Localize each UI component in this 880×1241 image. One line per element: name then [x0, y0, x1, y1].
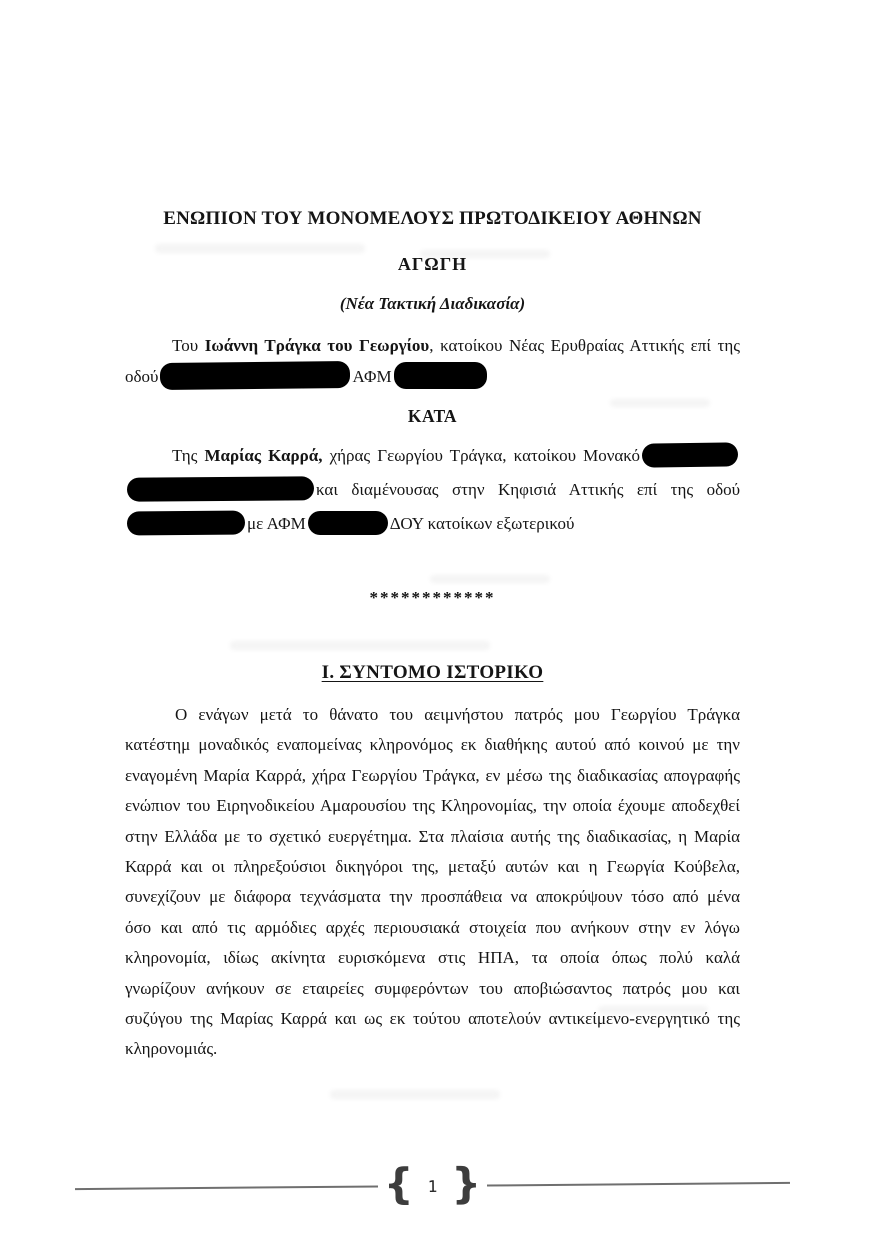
document-title: ΑΓΩΓΗ — [397, 254, 468, 274]
defendant-suffix: χήρας Γεωργίου Τράγκα, κατοίκου Μονακό — [322, 446, 640, 465]
left-brace: { — [383, 1159, 414, 1209]
asterisk-separator: ************ — [369, 588, 496, 607]
defendant-prefix: Της — [172, 446, 205, 465]
section-heading-text: Ι. ΣΥΝΤΟΜΟ ΙΣΤΟΡΙΚΟ — [321, 662, 544, 683]
footer-rule-right — [487, 1182, 790, 1187]
scan-artifact — [230, 641, 490, 650]
street-label: οδού — [125, 367, 159, 386]
versus-heading: ΚΑΤΑ — [407, 406, 458, 426]
afm-label: ΑΦΜ — [352, 367, 392, 386]
page-number: 1 — [427, 1176, 438, 1196]
body-paragraph: Ο ενάγων μετά το θάνατο του αειμνήστου πατρός μου Γεωργίου Τράγκα κατέστημ μοναδικός εναπομείνας κληρονόμος εκ διαθήκης αυτού από κοινού με την εναγομένη Μαρία Καρρά, χήρα Γεωργίου Τράγκα, εν μέσω της διαδικασίας απογραφής ενώπιον του Ειρηνοδικείου Αμαρουσίου της Κληρονομίας, την οποία έχουμε αποδεχθεί στην Ελλάδα με το σχετικό ευεργέτημα. Στα πλαίσια αυτής της διαδικασίας, η Μαρία Καρρά και οι πληρεξούσιοι δικηγόροι της, μεταξύ αυτών και η Γεωργία Κούβελα, συνεχίζουν με διάφορα τεχνάσματα την προσπάθεια να αποκρύψουν τόσο από μένα όσο και από τις αρμόδιες αρχές περιουσιακά στοιχεία που ανήκουν στην εν λόγω κληρονομία, ιδίως ακίνητα ευρισκόμενα στις ΗΠΑ, τα οποία όπως πολύ καλά γνωρίζουν ανήκουν σε εταιρείες συμφερόντων του αποβιώσαντος πατρός μου και συζύγου της Μαρίας Καρρά και ως εκ τούτου αποτελούν αντικείμενο-ενεργητικό της κληρονομιάς. — [125, 705, 740, 1059]
right-brace: } — [451, 1158, 482, 1208]
scan-artifact — [330, 1090, 500, 1099]
redaction-bar-address-2 — [127, 476, 314, 501]
scan-artifact — [155, 244, 365, 253]
defendant-line-3 — [125, 511, 740, 537]
defendant-name: Μαρίας Καρρά, — [204, 446, 323, 465]
plaintiff-prefix: Του — [172, 336, 205, 355]
defendant-doy: ΔΟΥ κατοίκων εξωτερικού — [389, 514, 575, 533]
defendant-residence: και διαμένουσας στην Κηφισιά Αττικής επί της οδού — [316, 480, 740, 499]
defendant-afm-label: με ΑΦΜ — [247, 514, 306, 533]
court-header: ΕΝΩΠΙΟΝ ΤΟΥ ΜΟΝΟΜΕΛΟΥΣ ΠΡΩΤΟΔΙΚΕΙΟΥ ΑΘΗΝΩΝ — [163, 208, 702, 229]
plaintiff-suffix: , κατοίκου Νέας Ερυθραίας Αττικής επί της — [429, 336, 740, 355]
scan-artifact — [430, 575, 550, 583]
redaction-bar-street-2 — [127, 510, 245, 535]
section-heading — [125, 662, 740, 684]
redaction-bar-monaco-address — [642, 442, 738, 467]
page-footer — [75, 1155, 790, 1217]
redaction-bar-afm — [394, 362, 487, 389]
plaintiff-line-2 — [125, 362, 740, 390]
plaintiff-name: Ιωάννη Τράγκα του Γεωργίου — [204, 336, 430, 355]
footer-rule-left — [75, 1185, 378, 1190]
plaintiff-line-1 — [125, 333, 740, 359]
defendant-line-1 — [125, 443, 740, 469]
redaction-bar-afm-2 — [308, 511, 388, 535]
procedure-subtitle: (Νέα Τακτική Διαδικασία) — [339, 294, 526, 313]
defendant-line-2 — [125, 477, 740, 503]
redaction-bar-street — [160, 361, 350, 390]
